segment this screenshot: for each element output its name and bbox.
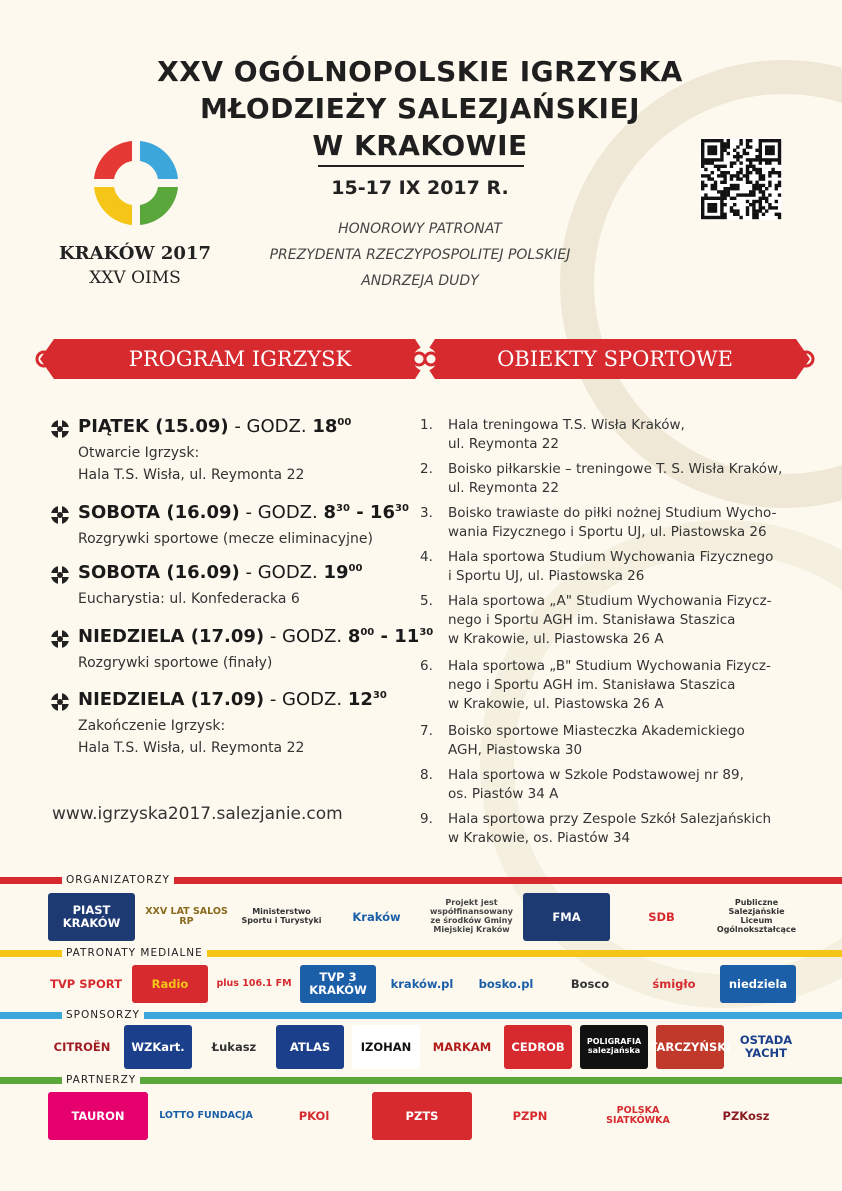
schedule-godz: - GODZ.: [228, 416, 313, 437]
schedule-time-minutes: 00: [337, 417, 352, 428]
logo-organizers: FMA: [523, 893, 610, 941]
title-underline: [318, 165, 524, 167]
schedule-day: NIEDZIELA (17.09): [78, 689, 265, 710]
schedule-day-heading: [78, 689, 387, 710]
patronage-line-3: ANDRZEJA DUDY: [361, 273, 479, 289]
logo-organizers: Projekt jest współfinansowany ze środków Gminy Miejskiej Kraków: [429, 898, 514, 934]
object-description: [448, 504, 798, 542]
schedule-time-end-minutes: 30: [419, 627, 434, 638]
object-description-line: i Sportu UJ, ul. Piastowska 26: [448, 568, 645, 584]
logo-media: bosko.pl: [478, 976, 534, 991]
schedule-day: NIEDZIELA (17.09): [78, 626, 265, 647]
schedule-detail: Rozgrywki sportowe (finały): [78, 655, 273, 671]
logo-media: kraków.pl: [390, 976, 454, 991]
patronage-line-2: PREZYDENTA RZECZYPOSPOLITEJ POLSKIEJ: [269, 247, 571, 263]
logo-text-line-2: XXV OIMS: [89, 268, 181, 288]
logo-organizers: Kraków: [352, 909, 401, 924]
section-label-organizers: ORGANIZATORZY: [62, 874, 174, 886]
object-description-line: AGH, Piastowska 30: [448, 742, 583, 758]
schedule-time-minutes: 30: [372, 690, 387, 701]
schedule-godz: - GODZ.: [264, 689, 348, 710]
logo-sponsors: IZOHAN: [352, 1025, 420, 1069]
object-list-item: [420, 416, 800, 454]
schedule-day-heading: [78, 502, 409, 523]
object-number: 8.: [420, 767, 433, 783]
logo-sponsors: TARCZYŃSKI: [656, 1025, 724, 1069]
schedule-day: SOBOTA (16.09): [78, 562, 240, 583]
object-description-line: w Krakowie, ul. Piastowska 26 A: [448, 696, 664, 712]
cross-icon: [50, 692, 70, 712]
title-line-2: MŁODZIEŻY SALEZJAŃSKIEJ: [199, 92, 641, 125]
object-list-item: [420, 657, 800, 714]
schedule-time: 8: [323, 502, 336, 523]
section-label-sponsors: SPONSORZY: [62, 1009, 144, 1021]
logo-sponsors: MARKAM: [432, 1039, 492, 1054]
object-description-line: Boisko trawiaste do piłki nożnej Studium Wycho-: [448, 505, 777, 521]
logo-organizers: Publiczne Salezjańskie Liceum Ogólnokształcące: [716, 898, 797, 934]
object-description: [448, 722, 798, 760]
event-dates: 15-17 IX 2017 R.: [331, 177, 509, 199]
schedule-time-minutes: 00: [360, 627, 375, 638]
logo-media: Radio: [132, 965, 208, 1003]
logo-media: TVP 3 KRAKÓW: [300, 965, 376, 1003]
object-description: [448, 548, 798, 586]
object-description-line: nego i Sportu AGH im. Stanisława Staszica: [448, 677, 736, 693]
logo-sponsors: CITROËN: [53, 1039, 111, 1054]
logo-sponsors: POLIGRAFIA salezjańska: [580, 1025, 648, 1069]
title-line-3: W KRAKOWIE: [312, 129, 528, 162]
schedule-day-heading: [78, 626, 433, 647]
schedule-detail: Zakończenie Igrzysk:: [78, 718, 226, 734]
object-number: 7.: [420, 723, 433, 739]
schedule-godz: - GODZ.: [239, 502, 324, 523]
patronage-line-1: HONOROWY PATRONAT: [338, 221, 502, 237]
schedule-time: 19: [323, 562, 349, 583]
object-description: [448, 766, 798, 804]
object-description-line: ul. Reymonta 22: [448, 480, 559, 496]
object-description-line: w Krakowie, ul. Piastowska 26 A: [448, 631, 664, 647]
logo-sponsors: ATLAS: [276, 1025, 344, 1069]
section-ribbons: [30, 332, 820, 386]
schedule-time-end: - 11: [374, 626, 420, 647]
object-description: [448, 416, 798, 454]
ribbon-program-label: PROGRAM IGRZYSK: [128, 347, 352, 371]
schedule-time: 18: [312, 416, 338, 437]
object-list-item: [420, 460, 800, 498]
logo-partners: PZTS: [372, 1092, 472, 1140]
schedule-detail: Rozgrywki sportowe (mecze eliminacyjne): [78, 531, 373, 547]
logo-media: plus 106.1 FM: [216, 977, 292, 989]
cross-icon: [50, 565, 70, 585]
cross-icon: [50, 419, 70, 439]
logo-media: niedziela: [720, 965, 796, 1003]
object-number: 6.: [420, 658, 433, 674]
schedule-time: 12: [347, 689, 373, 710]
object-description-line: ul. Reymonta 22: [448, 436, 559, 452]
logo-partners: TAURON: [48, 1092, 148, 1140]
schedule-day-heading: [78, 416, 351, 437]
schedule-time-end-minutes: 30: [394, 503, 409, 514]
object-description-line: Hala sportowa przy Zespole Szkół Salezjańskich: [448, 811, 772, 827]
logo-organizers: PIAST KRAKÓW: [48, 893, 135, 941]
logo-organizers: XXV LAT SALOS RP: [145, 905, 228, 927]
object-list-item: [420, 722, 800, 760]
schedule-time-minutes: 00: [348, 563, 363, 574]
object-description-line: Hala sportowa w Szkole Podstawowej nr 89,: [448, 767, 744, 783]
schedule-detail: Hala T.S. Wisła, ul. Reymonta 22: [78, 467, 305, 483]
logo-organizers: Ministerstwo Sportu i Turystyki: [241, 907, 322, 925]
section-label-partners: PARTNERZY: [62, 1074, 140, 1086]
object-number: 4.: [420, 549, 433, 565]
object-description: [448, 592, 798, 649]
object-description-line: os. Piastów 34 A: [448, 786, 559, 802]
ribbon-objects-label: OBIEKTY SPORTOWE: [497, 347, 733, 371]
logo-media: śmigło: [652, 976, 696, 991]
object-description-line: Boisko sportowe Miasteczka Akademickiego: [448, 723, 745, 739]
oims-logo: [88, 135, 184, 231]
schedule-detail: Eucharystia: ul. Konfederacka 6: [78, 591, 300, 607]
website-link[interactable]: www.igrzyska2017.salezjanie.com: [52, 804, 343, 824]
schedule-day-heading: [78, 562, 362, 583]
object-number: 9.: [420, 811, 433, 827]
schedule-detail: Hala T.S. Wisła, ul. Reymonta 22: [78, 740, 305, 756]
object-description-line: Hala sportowa „A" Studium Wychowania Fizycz-: [448, 593, 772, 609]
logo-partners: PZPN: [512, 1108, 548, 1123]
object-number: 2.: [420, 461, 433, 477]
object-number: 3.: [420, 505, 433, 521]
schedule-godz: - GODZ.: [264, 626, 348, 647]
qr-code: [700, 138, 782, 220]
logo-text-line-1: KRAKÓW 2017: [59, 243, 211, 264]
object-description: [448, 810, 798, 848]
object-number: 1.: [420, 417, 433, 433]
object-list-item: [420, 504, 800, 542]
object-description-line: Hala treningowa T.S. Wisła Kraków,: [448, 417, 685, 433]
logo-partners: PZKosz: [722, 1108, 770, 1123]
schedule-day: PIĄTEK (15.09): [78, 416, 229, 437]
logo-sponsors: Łukasz: [211, 1039, 257, 1054]
logo-sponsors: CEDROB: [504, 1025, 572, 1069]
object-list-item: [420, 548, 800, 586]
logo-partners: PKOl: [298, 1108, 330, 1123]
object-description-line: Hala sportowa Studium Wychowania Fizycznego: [448, 549, 774, 565]
cross-icon: [50, 505, 70, 525]
logo-organizers: SDB: [648, 909, 675, 924]
object-description-line: w Krakowie, os. Piastów 34: [448, 830, 631, 846]
object-number: 5.: [420, 593, 433, 609]
schedule-time: 8: [347, 626, 361, 647]
object-description-line: Hala sportowa „B" Studium Wychowania Fizycz-: [448, 658, 771, 674]
object-description-line: Boisko piłkarskie – treningowe T. S. Wisła Kraków,: [448, 461, 783, 477]
schedule-godz: - GODZ.: [239, 562, 324, 583]
schedule-detail: Otwarcie Igrzysk:: [78, 445, 200, 461]
schedule-day: SOBOTA (16.09): [78, 502, 240, 523]
object-description: [448, 657, 798, 714]
object-list-item: [420, 810, 800, 848]
logo-media: TVP SPORT: [50, 976, 122, 991]
schedule-time-minutes: 30: [336, 503, 350, 514]
logo-partners: LOTTO FUNDACJA: [159, 1109, 253, 1121]
object-description-line: nego i Sportu AGH im. Stanisława Staszica: [448, 612, 736, 628]
object-list-item: [420, 592, 800, 649]
logo-sponsors: OSTADA YACHT: [739, 1033, 793, 1060]
object-description-line: wania Fizycznego i Sportu UJ, ul. Piastowska 26: [448, 524, 767, 540]
object-list-item: [420, 766, 800, 804]
section-label-media: PATRONATY MEDIALNE: [62, 947, 207, 959]
logo-media: Bosco: [570, 976, 610, 991]
object-description: [448, 460, 798, 498]
logo-sponsors: WZKart.: [124, 1025, 192, 1069]
schedule-time-end: - 16: [349, 502, 395, 523]
cross-icon: [50, 629, 70, 649]
title-line-1: XXV OGÓLNOPOLSKIE IGRZYSKA: [157, 55, 683, 88]
logo-partners: POLSKA SIATKÓWKA: [606, 1104, 670, 1126]
